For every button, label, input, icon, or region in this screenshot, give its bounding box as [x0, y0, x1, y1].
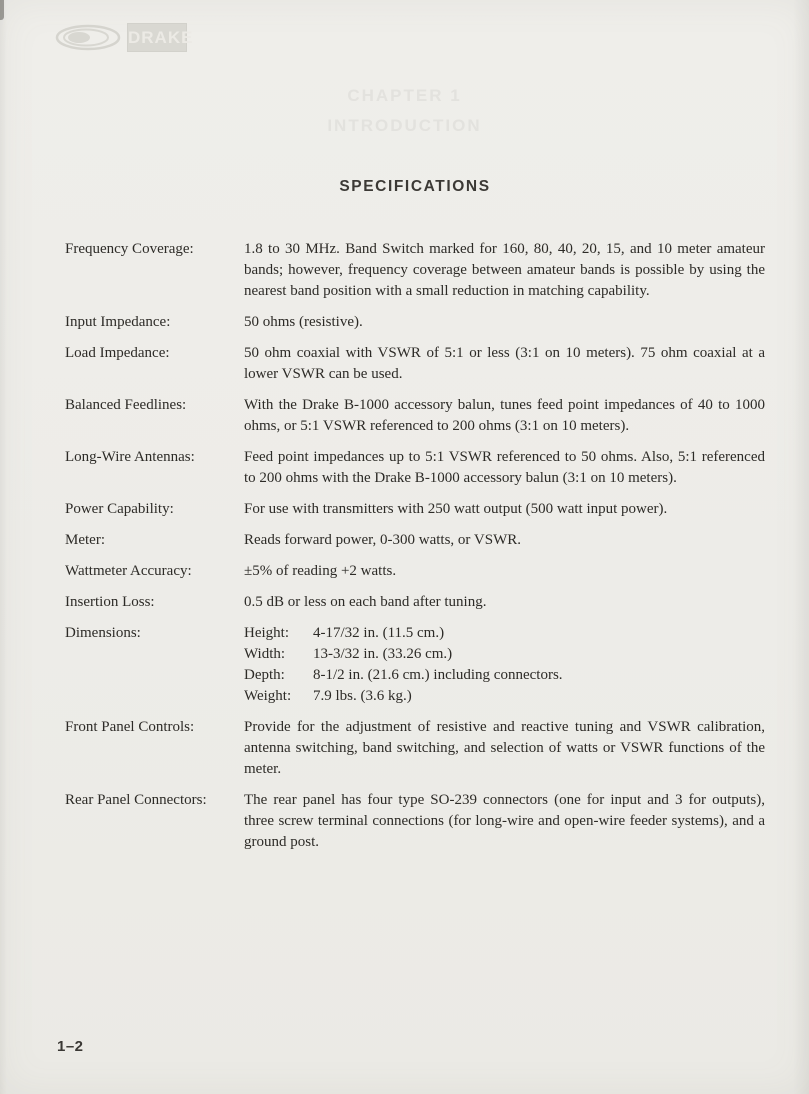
- spec-term: Load Impedance:: [65, 345, 170, 361]
- dimension-key: Height:: [244, 625, 289, 641]
- dimension-key: Width:: [244, 646, 286, 662]
- spec-row: [65, 623, 765, 707]
- spec-term: Wattmeter Accuracy:: [65, 563, 192, 579]
- spec-row: [65, 717, 765, 780]
- spec-row: [65, 239, 765, 302]
- scan-edge-artifact: [0, 0, 4, 20]
- spec-row: [65, 312, 765, 333]
- dimension-line: [244, 623, 765, 644]
- spec-term: Dimensions:: [65, 625, 141, 641]
- spec-definition: 1.8 to 30 MHz. Band Switch marked for 160, 80, 40, 20, 15, and 10 meter amateur bands; however, frequency coverage between amateur bands is possible by using the nearest band position with a small reduction in matching capability.: [244, 241, 765, 299]
- spec-definition: [244, 623, 765, 707]
- spec-term: Input Impedance:: [65, 314, 171, 330]
- bleed-through-line-1: CHAPTER 1: [347, 86, 462, 105]
- spec-definition: 50 ohms (resistive).: [244, 314, 363, 330]
- spec-definition: Provide for the adjustment of resistive and reactive tuning and VSWR calibration, antenna switching, band switching, and selection of watts or VSWR functions of the meter.: [244, 719, 765, 777]
- dimension-value: 7.9 lbs. (3.6 kg.): [313, 688, 412, 704]
- spec-row: [65, 395, 765, 437]
- spec-term: Insertion Loss:: [65, 594, 155, 610]
- dimension-key: Depth:: [244, 667, 285, 683]
- spec-term: Frequency Coverage:: [65, 241, 194, 257]
- spec-term: Long-Wire Antennas:: [65, 449, 195, 465]
- spec-term: Front Panel Controls:: [65, 719, 195, 735]
- spec-term: Power Capability:: [65, 501, 174, 517]
- spec-term: Meter:: [65, 532, 105, 548]
- specifications-list: [65, 239, 765, 853]
- spec-term: Balanced Feedlines:: [65, 397, 187, 413]
- spec-row: [65, 447, 765, 489]
- dimension-value: 13-3/32 in. (33.26 cm.): [313, 646, 453, 662]
- spec-definition: With the Drake B-1000 accessory balun, tunes feed point impedances of 40 to 1000 ohms, or 5:1 VSWR referenced to 200 ohms (3:1 on 10 meters).: [244, 397, 765, 434]
- spec-definition: Feed point impedances up to 5:1 VSWR referenced to 50 ohms. Also, 5:1 referenced to 200 ohms with the Drake B-1000 accessory balun (3:1 on 10 meters).: [244, 449, 765, 486]
- spec-definition: Reads forward power, 0-300 watts, or VSWR.: [244, 532, 521, 548]
- dimension-line: [244, 665, 765, 686]
- spec-row: [65, 499, 765, 520]
- dimension-value: 4-17/32 in. (11.5 cm.): [313, 625, 445, 641]
- bleed-through-line-2: INTRODUCTION: [327, 116, 482, 135]
- page-title: SPECIFICATIONS: [339, 178, 491, 195]
- dimension-key: Weight:: [244, 688, 292, 704]
- spec-row: [65, 592, 765, 613]
- spec-row: [65, 561, 765, 582]
- dimension-line: [244, 644, 765, 665]
- spec-row: [65, 343, 765, 385]
- spec-definition: ±5% of reading +2 watts.: [244, 563, 397, 579]
- spec-row: [65, 790, 765, 853]
- spec-row: [65, 530, 765, 551]
- spec-definition: 0.5 dB or less on each band after tuning.: [244, 594, 487, 610]
- dimension-value: 8-1/2 in. (21.6 cm.) including connectors.: [313, 667, 563, 683]
- spec-definition: The rear panel has four type SO-239 connectors (one for input and 3 for outputs), three screw terminal connections (for long-wire and open-wire feeder systems), and a ground post.: [244, 792, 765, 850]
- spec-definition: For use with transmitters with 250 watt output (500 watt input power).: [244, 501, 668, 517]
- page-number: 1–2: [57, 1038, 84, 1055]
- spec-term: Rear Panel Connectors:: [65, 792, 207, 808]
- dimension-line: [244, 686, 765, 707]
- drake-wordmark: DRAKE: [127, 23, 187, 52]
- page-content: [65, 0, 765, 863]
- spec-definition: 50 ohm coaxial with VSWR of 5:1 or less (3:1 on 10 meters). 75 ohm coaxial at a lower VSWR can be used.: [244, 345, 765, 382]
